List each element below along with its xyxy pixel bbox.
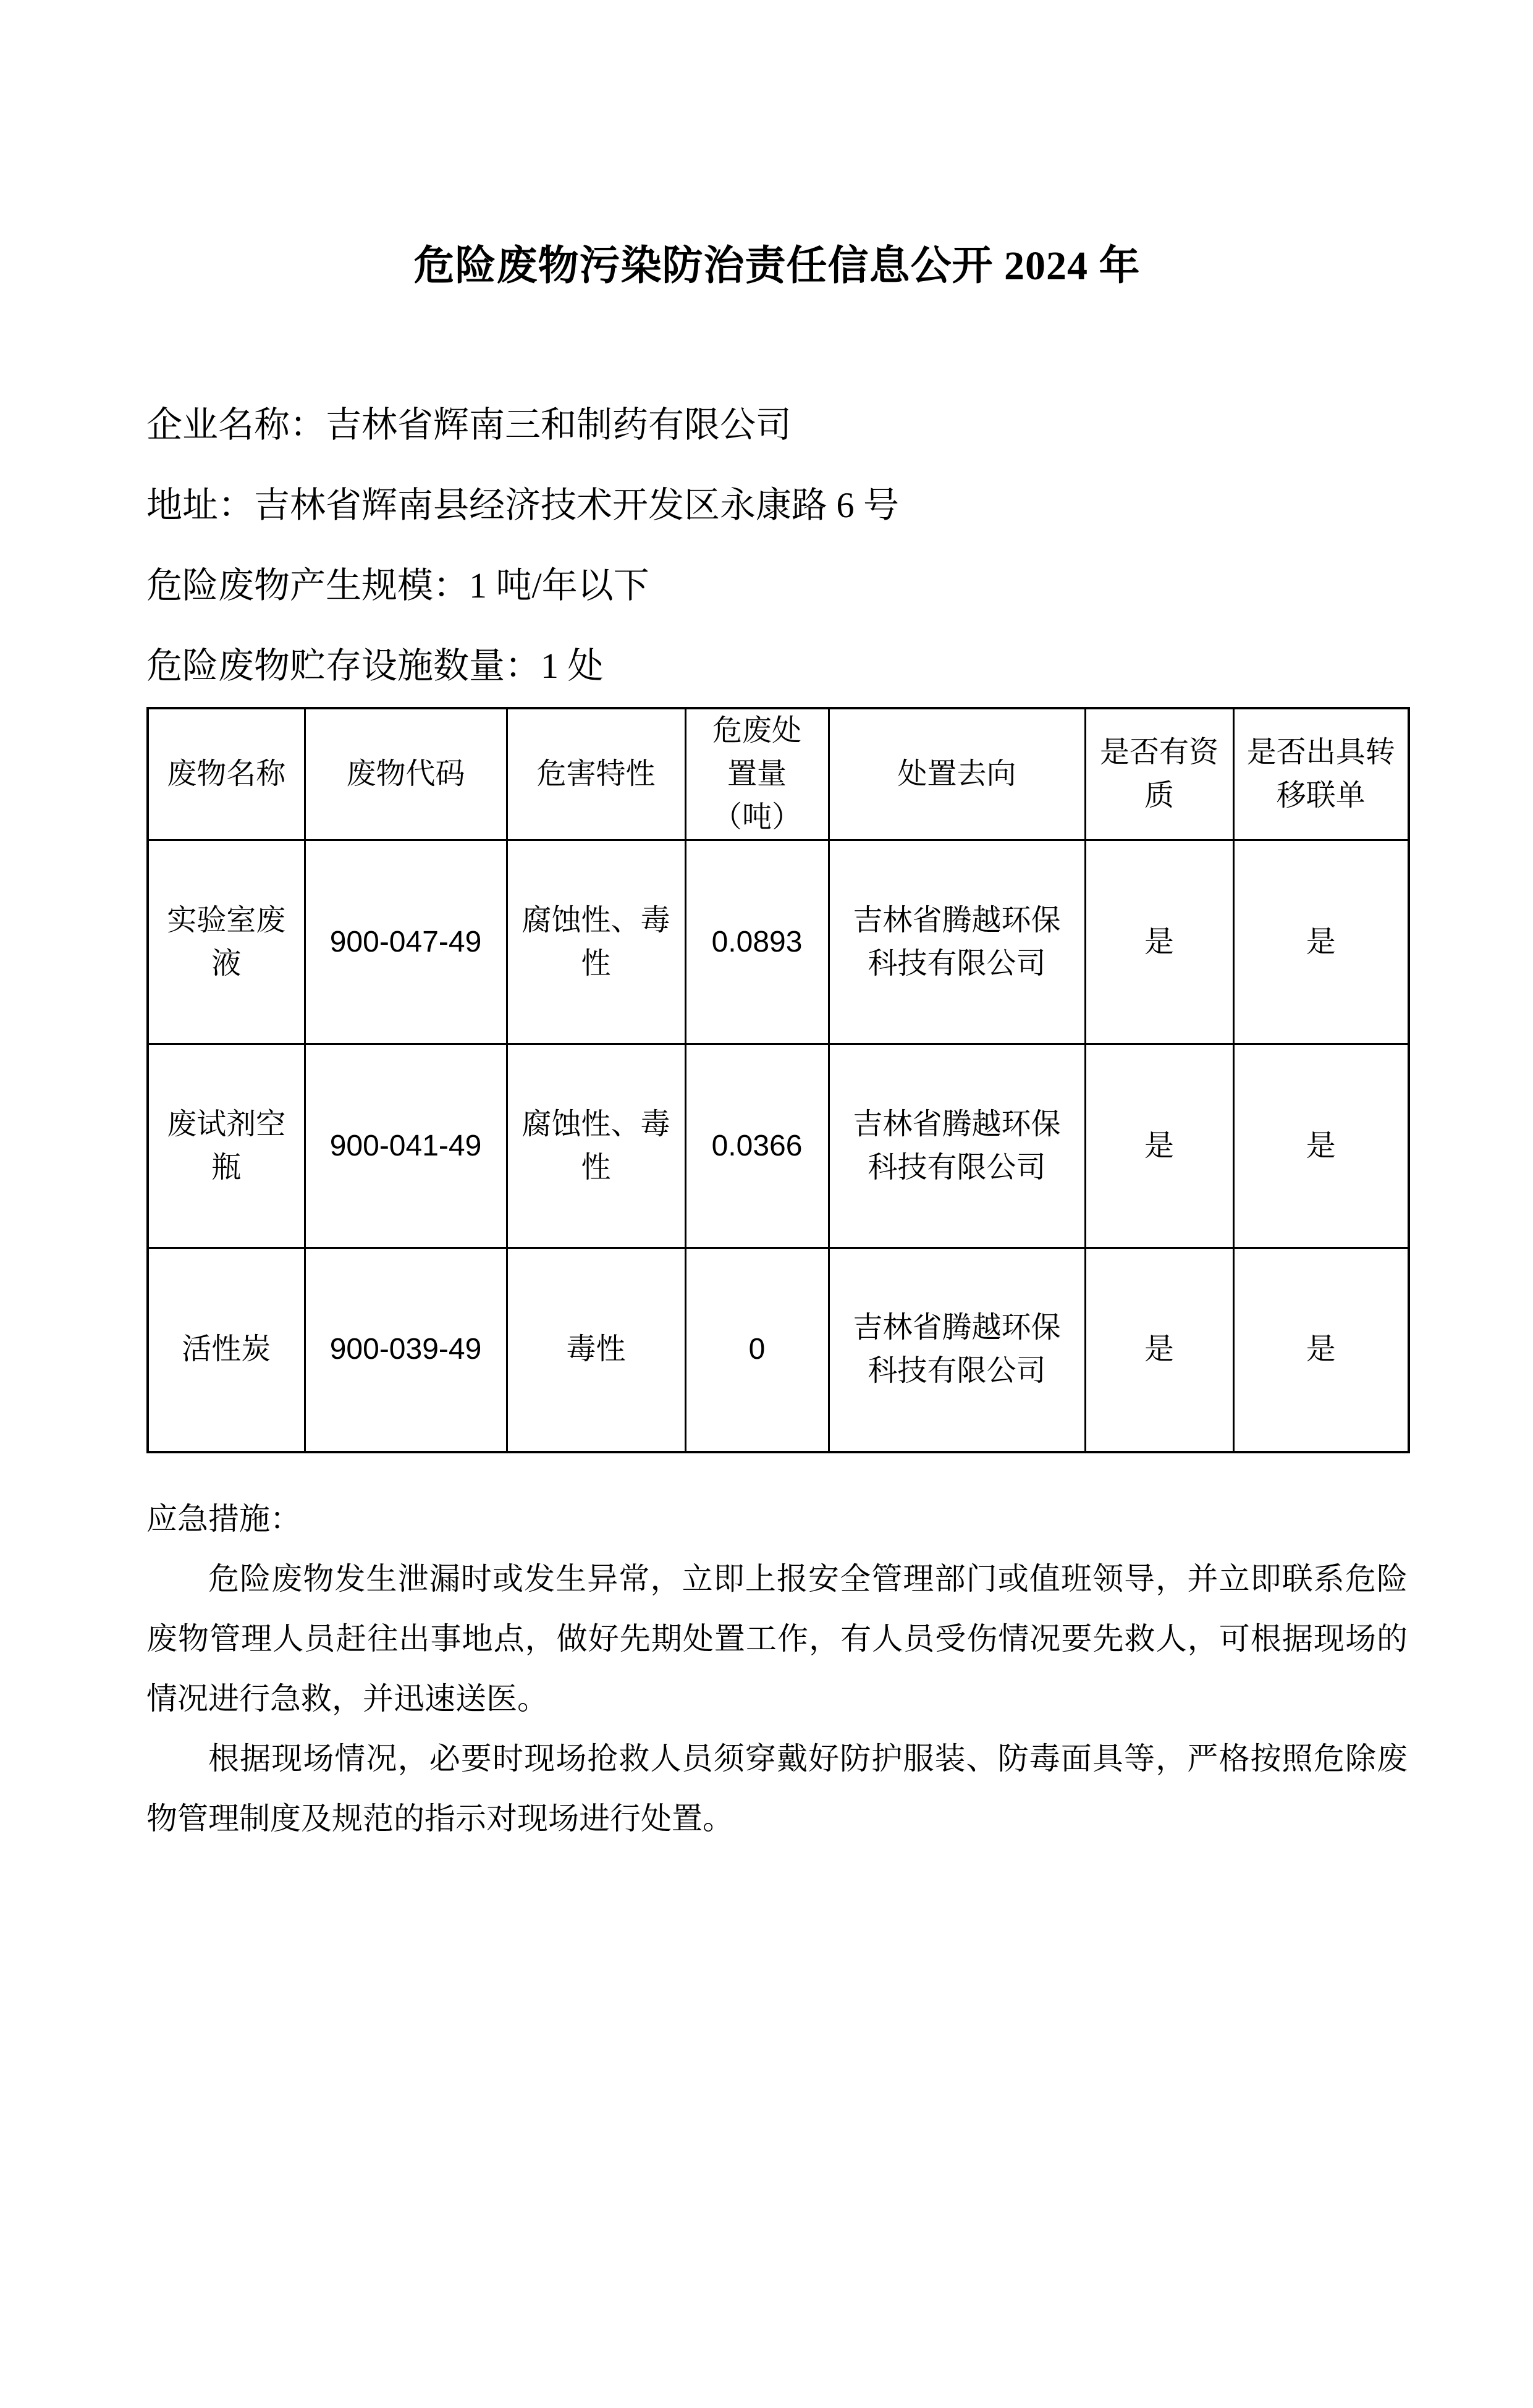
- document-content: [146, 240, 1408, 1849]
- scale-label: 危险废物产生规模：: [146, 565, 470, 606]
- header-cell-destination: 处置去向: [829, 708, 1085, 840]
- info-line-storage-count: [146, 626, 1408, 706]
- cell-hazard: 腐蚀性、毒性: [507, 840, 685, 1044]
- waste-table: [146, 707, 1410, 1453]
- scale-value: 1 吨/年以下: [469, 565, 649, 606]
- table-row: [148, 1248, 1409, 1452]
- cell-amount: 0: [685, 1248, 829, 1452]
- header-cell-waste-name: 废物名称: [148, 708, 305, 840]
- waste-table-header-row: [148, 708, 1409, 840]
- info-line-address: [146, 465, 1408, 546]
- cell-waste-name: 活性炭: [148, 1248, 305, 1452]
- cell-amount: 0.0893: [685, 840, 829, 1044]
- emergency-heading: 应急措施：: [146, 1501, 301, 1536]
- cell-destination: 吉林省腾越环保科技有限公司: [829, 1248, 1085, 1452]
- address-value: 吉林省辉南县经济技术开发区永康路 6 号: [254, 485, 900, 525]
- header-cell-amount: 危废处置量（吨）: [685, 708, 829, 840]
- emergency-paragraph: 根据现场情况，必要时现场抢救人员须穿戴好防护服装、防毒面具等，严格按照危除废物管理制度及规范的指示对现场进行处置。: [146, 1741, 1408, 1836]
- cell-amount: 0.0366: [685, 1044, 829, 1248]
- page-title: 危险废物污染防治责任信息公开 2024 年: [413, 243, 1141, 289]
- cell-waste-name: 实验室废液: [148, 840, 305, 1044]
- header-cell-hazard: 危害特性: [507, 708, 685, 840]
- header-cell-waste-code: 废物代码: [305, 708, 507, 840]
- cell-destination: 吉林省腾越环保科技有限公司: [829, 1044, 1085, 1248]
- header-cell-transfer-form: 是否出具转移联单: [1233, 708, 1409, 840]
- cell-destination: 吉林省腾越环保科技有限公司: [829, 840, 1085, 1044]
- cell-waste-code: 900-039-49: [305, 1248, 507, 1452]
- cell-waste-code: 900-041-49: [305, 1044, 507, 1248]
- cell-transfer-form: 是: [1233, 840, 1409, 1044]
- cell-transfer-form: 是: [1233, 1044, 1409, 1248]
- cell-hazard: 毒性: [507, 1248, 685, 1452]
- cell-qualified: 是: [1085, 1044, 1233, 1248]
- company-label: 企业名称：: [146, 405, 326, 445]
- cell-qualified: 是: [1085, 1248, 1233, 1452]
- cell-waste-name: 废试剂空瓶: [148, 1044, 305, 1248]
- emergency-measures-section: [146, 1489, 1408, 1849]
- table-row: [148, 840, 1409, 1044]
- header-cell-qualified: 是否有资质: [1085, 708, 1233, 840]
- emergency-paragraph: 危险废物发生泄漏时或发生异常，立即上报安全管理部门或值班领导，并立即联系危险废物管理人员赶往出事地点，做好先期处置工作，有人员受伤情况要先救人，可根据现场的情况进行急救，并迅速送医。: [146, 1561, 1408, 1716]
- storage-label: 危险废物贮存设施数量：: [146, 646, 541, 686]
- info-line-production-scale: [146, 546, 1408, 626]
- document-page: [0, 240, 1533, 2408]
- cell-waste-code: 900-047-49: [305, 840, 507, 1044]
- address-label: 地址：: [146, 485, 255, 525]
- info-line-company: [146, 385, 1408, 465]
- cell-qualified: 是: [1085, 840, 1233, 1044]
- cell-hazard: 腐蚀性、毒性: [507, 1044, 685, 1248]
- company-info-section: [146, 385, 1408, 706]
- company-value: 吉林省辉南三和制药有限公司: [326, 405, 792, 445]
- table-row: [148, 1044, 1409, 1248]
- storage-value: 1 处: [541, 646, 604, 686]
- cell-transfer-form: 是: [1233, 1248, 1409, 1452]
